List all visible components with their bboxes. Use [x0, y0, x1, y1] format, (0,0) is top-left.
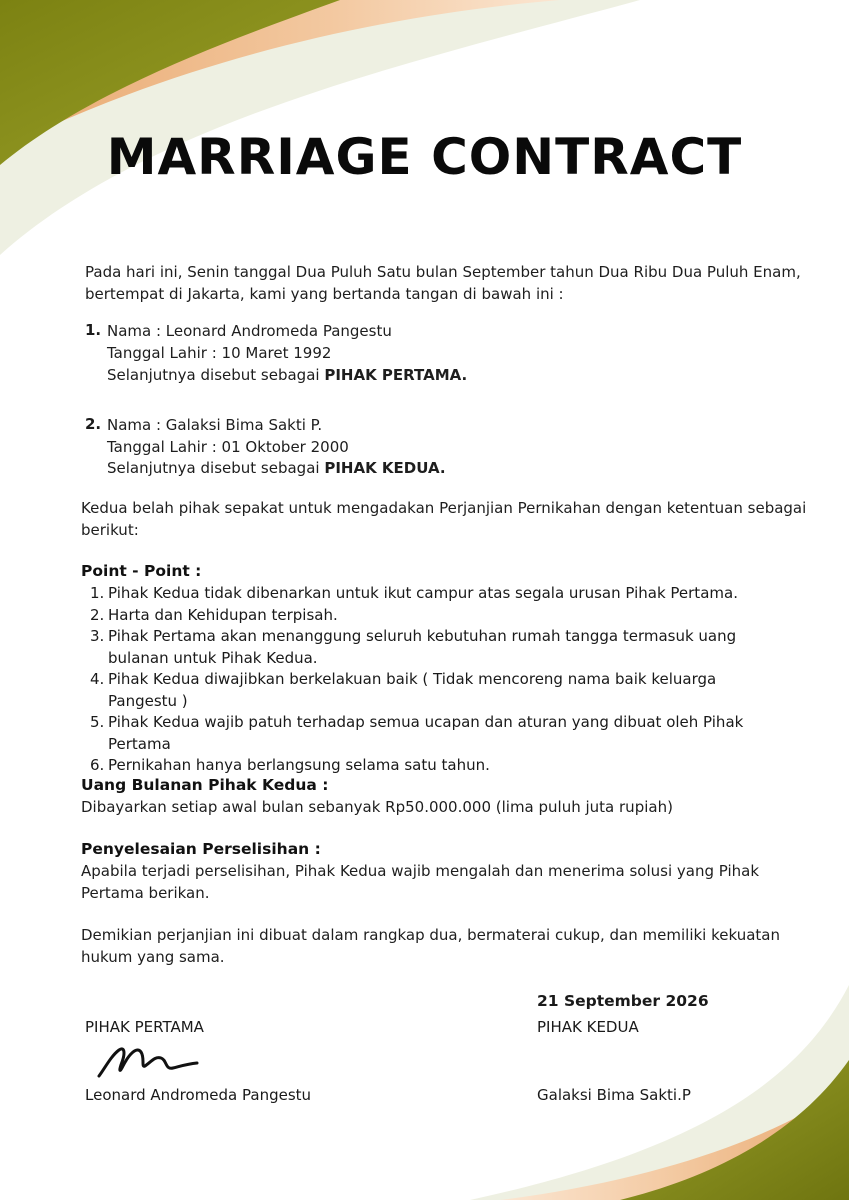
party-1-designation-prefix: Selanjutnya disebut sebagai: [107, 366, 325, 384]
party-2-designation-line: [107, 458, 446, 479]
point-item: [90, 669, 770, 712]
first-party-label: PIHAK PERTAMA: [85, 1018, 204, 1036]
point-text: Pihak Kedua tidak dibenarkan untuk ikut campur atas segala urusan Pihak Pertama.: [108, 584, 738, 602]
intro-line-1: Pada hari ini, Senin tanggal Dua Puluh Satu bulan September tahun Dua Ribu Dua Puluh Enam,: [85, 263, 801, 281]
points-list: [90, 583, 770, 777]
party-2-dob: Tanggal Lahir : 01 Oktober 2000: [107, 438, 349, 456]
first-party-signature: [95, 1040, 205, 1082]
dispute-line-1: Apabila terjadi perselisihan, Pihak Kedua wajib mengalah dan menerima solusi yang Pihak: [81, 862, 760, 880]
allowance-heading: Uang Bulanan Pihak Kedua :: [81, 776, 329, 794]
point-item: [90, 712, 770, 755]
point-number: 3.: [90, 627, 105, 645]
point-item: [90, 626, 770, 669]
point-number: 2.: [90, 605, 105, 624]
point-item: [90, 755, 770, 777]
party-1-designation-line: [107, 365, 467, 386]
point-text: Pernikahan hanya berlangsung selama satu tahun.: [108, 756, 490, 774]
party-2-name: Nama : Galaksi Bima Sakti P.: [107, 416, 323, 434]
agreement-line-1: Kedua belah pihak sepakat untuk mengadakan Perjanjian Pernikahan dengan ketentuan sebagai: [81, 499, 807, 517]
dispute-heading: Penyelesaian Perselisihan :: [81, 840, 321, 858]
second-party-label: PIHAK KEDUA: [537, 1018, 639, 1036]
intro-line-2: bertempat di Jakarta, kami yang bertanda tangan di bawah ini :: [85, 285, 564, 303]
agreement-line-2: berikut:: [81, 521, 139, 539]
party-1-designation: PIHAK PERTAMA.: [324, 366, 468, 384]
party-1-dob: Tanggal Lahir : 10 Maret 1992: [107, 344, 332, 362]
closing-line-2: hukum yang sama.: [81, 948, 225, 966]
point-number: 5.: [90, 713, 105, 731]
dispute-line-2: Pertama berikan.: [81, 884, 210, 902]
point-item: [90, 583, 770, 605]
closing-line-1: Demikian perjanjian ini dibuat dalam rangkap dua, bermaterai cukup, dan memiliki kekuatan: [81, 926, 780, 944]
point-number: 6.: [90, 756, 105, 774]
party-2-designation-prefix: Selanjutnya disebut sebagai: [107, 459, 325, 477]
point-number: 4.: [90, 670, 105, 688]
point-number: 1.: [90, 584, 105, 602]
point-text: Pihak Kedua diwajibkan berkelakuan baik ( Tidak mencoreng nama baik keluarga Pangestu ): [108, 670, 717, 710]
point-text: Harta dan Kehidupan terpisah.: [108, 605, 338, 624]
point-text: Pihak Pertama akan menanggung seluruh kebutuhan rumah tangga termasuk uang bulanan untuk Pihak Kedua.: [108, 627, 737, 667]
party-2-number: 2.: [85, 415, 102, 433]
point-text: Pihak Kedua wajib patuh terhadap semua ucapan dan aturan yang dibuat oleh Pihak Pertama: [108, 713, 744, 753]
party-1-number: 1.: [85, 321, 102, 339]
party-2-designation: PIHAK KEDUA.: [324, 459, 446, 477]
page-title: MARRIAGE CONTRACT: [106, 128, 743, 186]
first-party-name: Leonard Andromeda Pangestu: [85, 1086, 312, 1104]
point-item: [90, 605, 770, 627]
signature-date: 21 September 2026: [537, 992, 709, 1010]
allowance-text: Dibayarkan setiap awal bulan sebanyak Rp50.000.000 (lima puluh juta rupiah): [81, 798, 673, 816]
second-party-name: Galaksi Bima Sakti.P: [537, 1086, 691, 1104]
party-1-name: Nama : Leonard Andromeda Pangestu: [107, 322, 392, 340]
points-heading: Point - Point :: [81, 562, 202, 580]
